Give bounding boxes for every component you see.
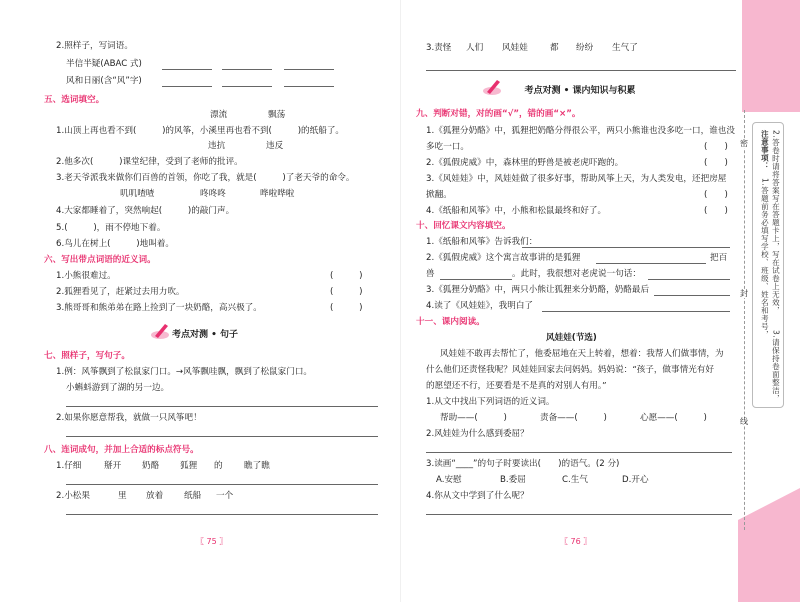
answer-line[interactable] xyxy=(66,484,378,485)
answer-line[interactable] xyxy=(66,406,378,407)
sec9-q1b: 多吃一口。 xyxy=(426,142,469,152)
answer-paren[interactable]: ( ) xyxy=(330,271,363,281)
answer-line[interactable] xyxy=(426,514,732,515)
sec10-q2a-end: 把百 xyxy=(710,253,728,263)
answer-line[interactable] xyxy=(440,279,512,280)
reading-q4: 4.你从文中学到了什么呢？ xyxy=(426,491,529,501)
option-a[interactable]: A.安慰 xyxy=(436,475,462,485)
sec6-q1: 1.小熊很难过。 xyxy=(56,271,116,281)
sec5-q5: 5.( )，雨不停地下着。 xyxy=(56,223,166,233)
knowledge-banner xyxy=(482,80,678,95)
synonym-item: 心愿——( ) xyxy=(640,413,707,423)
answer-paren[interactable]: ( ) xyxy=(704,158,728,168)
answer-line[interactable] xyxy=(648,279,730,280)
notice-line: 1.答题前务必填写学校、班级、姓名和考号， xyxy=(760,178,770,339)
seal-mark: 封 xyxy=(740,289,748,298)
sec10-q3: 3.《狐狸分奶酪》中，两只小熊让狐狸来分奶酪，奶酪最后 xyxy=(426,285,650,295)
word-tile: 里 xyxy=(118,491,127,501)
sec9-q4: 4.《纸船和风筝》中，小熊和松鼠最终和好了。 xyxy=(426,206,607,216)
sec5-q6: 6.鸟儿在树上( )地叫着。 xyxy=(56,239,175,249)
word-option: 违反 xyxy=(266,141,284,151)
section-9-title: 九、判断对错，对的画“√”，错的画“×”。 xyxy=(416,109,581,119)
sec10-q4: 4.读了《风娃娃》，我明白了 xyxy=(426,301,534,311)
sec10-q2b-start: 兽 xyxy=(426,269,435,279)
word-tile: 纷纷 xyxy=(576,43,594,53)
page-number-text: 76 xyxy=(570,537,581,546)
q2-title: 2.照样子，写词语。 xyxy=(56,41,133,51)
sec7-q2: 2.如果你愿意帮我，就做一只风筝吧！ xyxy=(56,413,202,423)
sec10-q1: 1.《纸船和风筝》告诉我们： xyxy=(426,237,538,247)
answer-line[interactable] xyxy=(654,295,730,296)
answer-line[interactable] xyxy=(222,69,272,70)
sec7-q1-example: 1.例：风筝飘到了松鼠家门口。→风筝飘哇飘，飘到了松鼠家门口。 xyxy=(56,367,313,377)
word-tile: 1.仔细 xyxy=(56,461,82,471)
word-tile: 3.责怪 xyxy=(426,43,452,53)
seal-mark: 线 xyxy=(740,417,748,426)
answer-paren[interactable]: ( ) xyxy=(704,190,728,200)
word-tile: 放着 xyxy=(146,491,164,501)
reading-title: 风娃娃(节选) xyxy=(546,333,597,343)
answer-paren[interactable]: ( ) xyxy=(704,206,728,216)
word-tile: 生气了 xyxy=(612,43,638,53)
sec7-q1-prompt: 小蝌蚪游到了湖的另一边。 xyxy=(66,383,170,393)
answer-line[interactable] xyxy=(66,436,378,437)
banner-title: 考点对测 • 句子 xyxy=(171,330,239,340)
sentence-banner xyxy=(150,324,260,339)
sec5-q1: 1.山顶上再也看不到( )的风筝，小溪里再也看不到( )的纸船了。 xyxy=(56,126,345,136)
word-tile: 狐狸 xyxy=(180,461,198,471)
answer-paren[interactable]: ( ) xyxy=(330,303,363,313)
section-11-title: 十一、课内阅读。 xyxy=(416,317,485,327)
sec10-q2b-mid: 。此时，我很想对老虎说一句话： xyxy=(512,269,641,279)
option-c[interactable]: C.生气 xyxy=(562,475,588,485)
reading-q2: 2.风娃娃为什么感到委屈？ xyxy=(426,429,529,439)
answer-line[interactable] xyxy=(222,86,272,87)
sec6-q3: 3.熊哥哥和熊弟弟在路上捡到了一块奶酪，高兴极了。 xyxy=(56,303,262,313)
answer-paren[interactable]: ( ) xyxy=(704,142,728,152)
word-option: 叽叽喳喳 xyxy=(120,189,155,199)
answer-line[interactable] xyxy=(284,69,334,70)
answer-line[interactable] xyxy=(66,514,378,515)
q2-a-label: 半信半疑(ABAC 式) xyxy=(66,59,142,69)
seal-mark: 密 xyxy=(740,139,748,148)
answer-line[interactable] xyxy=(542,311,730,312)
sec9-q1a: 1.《狐狸分奶酪》中，狐狸把奶酪分得很公平，两只小熊谁也没多吃一口，谁也没 xyxy=(426,126,735,136)
section-10-title: 十、回忆课文内容填空。 xyxy=(416,221,511,231)
notice-line: 2.答卷时请将答案写在答题卡上，写在试卷上无效， xyxy=(771,130,781,315)
word-tile: 纸船 xyxy=(184,491,202,501)
sec10-q2a: 2.《狐假虎威》这个寓言故事讲的是狐狸 xyxy=(426,253,581,263)
word-option: 漂流 xyxy=(210,110,228,120)
word-option: 飘荡 xyxy=(268,110,286,120)
option-b[interactable]: B.委屈 xyxy=(500,475,526,485)
page-number-text: 75 xyxy=(206,537,217,546)
notice-label: 注意事项： xyxy=(760,130,770,170)
word-tile: 的 xyxy=(214,461,223,471)
answer-line[interactable] xyxy=(162,69,212,70)
reading-para: 什么他们还责怪我呢？风娃娃回家去问妈妈。妈妈说：“孩子，做事情光有好 xyxy=(426,365,714,375)
answer-line[interactable] xyxy=(426,452,732,453)
word-tile: 2.小松果 xyxy=(56,491,90,501)
word-option: 咚咚咚 xyxy=(200,189,226,199)
notice-line: 3.请保持卷面整洁， xyxy=(771,330,781,403)
synonym-item: 帮助——( ) xyxy=(440,413,507,423)
sec5-q4: 4.大家都睡着了，突然响起( )的敲门声。 xyxy=(56,206,235,216)
reading-q3: 3.读画“____”的句子时要读出( )的语气。(2 分) xyxy=(426,459,620,469)
word-tile: 人们 xyxy=(466,43,484,53)
answer-line[interactable] xyxy=(522,247,730,248)
word-tile: 都 xyxy=(550,43,559,53)
section-7-title: 七、照样子，写句子。 xyxy=(44,351,130,361)
section-8-title: 八、连词成句，并加上合适的标点符号。 xyxy=(44,445,199,455)
word-tile: 掰开 xyxy=(104,461,122,471)
sec9-q3a: 3.《风娃娃》中，风娃娃做了很多好事，帮助风筝上天，为人类发电，还把房屋 xyxy=(426,174,727,184)
word-tile: 瞧了瞧 xyxy=(244,461,270,471)
word-option: 违抗 xyxy=(208,141,226,151)
sec5-q2: 2.他多次( )课堂纪律，受到了老师的批评。 xyxy=(56,157,243,167)
page-number-right: 〖 76 〗 xyxy=(560,537,592,546)
page-fold xyxy=(400,0,401,602)
reading-q1: 1.从文中找出下列词语的近义词。 xyxy=(426,397,555,407)
reading-para: 的愿望还不行，还要看是不是真的对别人有用。” xyxy=(426,381,607,391)
reading-para: 风娃娃不敢再去帮忙了，他委屈地在天上转着，想着：我帮人们做事情，为 xyxy=(440,349,724,359)
answer-line[interactable] xyxy=(426,70,736,71)
word-tile: 风娃娃 xyxy=(502,43,528,53)
sec5-q3: 3.老天爷派我来做你们百兽的首领，你吃了我，就是( )了老天爷的命令。 xyxy=(56,173,355,183)
cut-line xyxy=(744,110,745,530)
q2-b-label: 风和日丽(含“风”字) xyxy=(66,76,142,86)
sec9-q3b: 掀翻。 xyxy=(426,190,452,200)
answer-line[interactable] xyxy=(162,86,212,87)
word-tile: 一个 xyxy=(216,491,234,501)
word-option: 哗啦哗啦 xyxy=(260,189,295,199)
word-tile: 奶酪 xyxy=(142,461,160,471)
page-number-left: 〖 75 〗 xyxy=(196,537,228,546)
answer-line[interactable] xyxy=(596,263,706,264)
section-6-title: 六、写出带点词语的近义词。 xyxy=(44,255,156,265)
section-5-title: 五、选词填空。 xyxy=(44,95,105,105)
answer-line[interactable] xyxy=(284,86,334,87)
sec6-q2: 2.狐狸看见了，赶紧过去用力吹。 xyxy=(56,287,185,297)
synonym-item: 责备——( ) xyxy=(540,413,607,423)
answer-paren[interactable]: ( ) xyxy=(330,287,363,297)
banner-title: 考点对测 • 课内知识与积累 xyxy=(524,86,636,96)
option-d[interactable]: D.开心 xyxy=(622,475,649,485)
sec9-q2: 2.《狐假虎威》中，森林里的野兽是被老虎吓跑的。 xyxy=(426,158,624,168)
